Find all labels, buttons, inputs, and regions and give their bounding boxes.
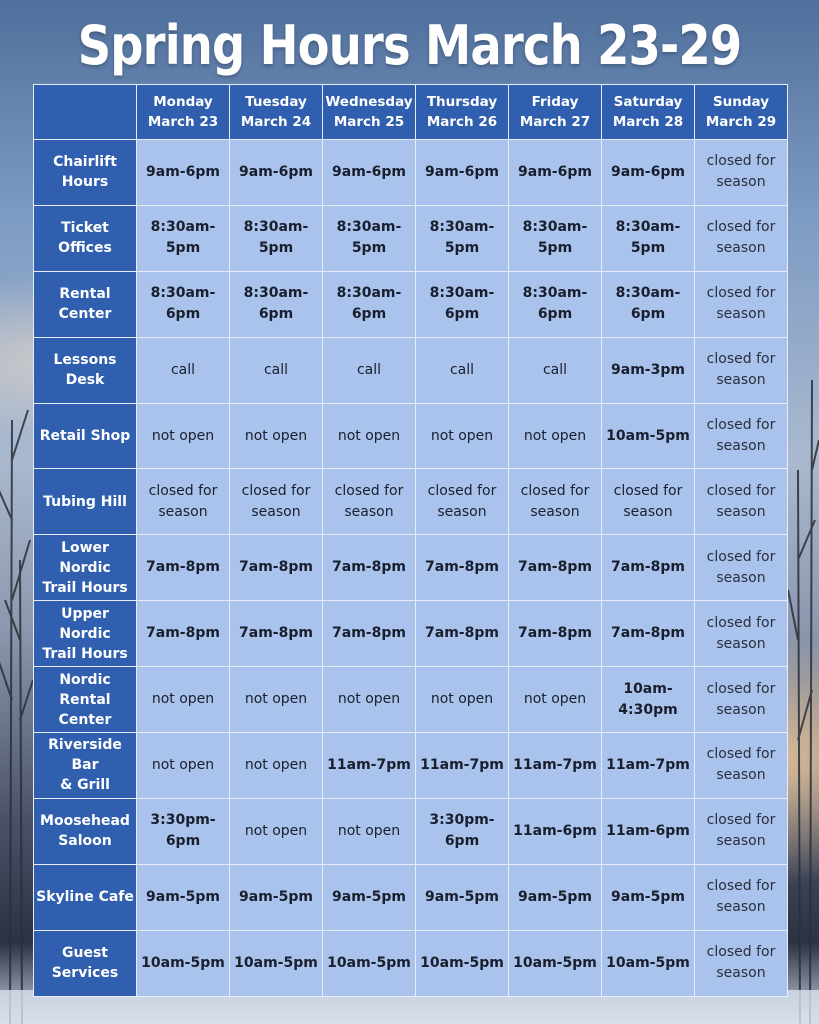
day-header-friday bbox=[509, 85, 602, 140]
hours-value: not open bbox=[151, 691, 215, 708]
hours-value: closed for season bbox=[706, 285, 776, 323]
hours-cell bbox=[137, 733, 230, 799]
hours-cell bbox=[695, 140, 788, 206]
hours-value: not open bbox=[430, 427, 494, 444]
hours-value: 8:30am- 6pm bbox=[243, 285, 309, 323]
hours-cell bbox=[137, 930, 230, 996]
hours-cell bbox=[137, 798, 230, 864]
hours-value: 9am-3pm bbox=[611, 361, 685, 378]
table-row bbox=[34, 535, 788, 601]
hours-cell bbox=[509, 930, 602, 996]
hours-value: 9am-6pm bbox=[518, 163, 592, 180]
hours-value: call bbox=[263, 361, 289, 378]
row-label bbox=[34, 667, 137, 733]
hours-cell bbox=[602, 337, 695, 403]
hours-value: not open bbox=[244, 756, 308, 773]
row-label bbox=[34, 733, 137, 799]
hours-value: 9am-6pm bbox=[425, 163, 499, 180]
hours-value: call bbox=[449, 361, 475, 378]
hours-value: 9am-5pm bbox=[518, 888, 592, 905]
hours-cell bbox=[230, 140, 323, 206]
hours-cell bbox=[509, 140, 602, 206]
hours-value: closed for season bbox=[706, 351, 776, 389]
hours-value: not open bbox=[337, 691, 401, 708]
day-name: Sunday bbox=[712, 94, 770, 110]
day-name: Friday bbox=[531, 94, 579, 110]
hours-value: closed for season bbox=[706, 548, 776, 586]
hours-value: 10am-5pm bbox=[513, 954, 597, 971]
hours-cell bbox=[416, 798, 509, 864]
table-row bbox=[34, 798, 788, 864]
hours-value: not open bbox=[151, 427, 215, 444]
hours-value: closed for season bbox=[706, 219, 776, 257]
hours-value: closed for season bbox=[520, 482, 590, 520]
row-label bbox=[34, 140, 137, 206]
hours-value: not open bbox=[523, 691, 587, 708]
table-row bbox=[34, 930, 788, 996]
hours-cell bbox=[323, 535, 416, 601]
hours-cell bbox=[695, 930, 788, 996]
hours-value: 8:30am- 5pm bbox=[336, 219, 402, 257]
hours-cell bbox=[137, 205, 230, 271]
hours-cell bbox=[509, 733, 602, 799]
hours-value: 10am-5pm bbox=[141, 954, 225, 971]
hours-cell bbox=[137, 469, 230, 535]
hours-value: not open bbox=[151, 756, 215, 773]
hours-cell bbox=[416, 667, 509, 733]
hours-value: 7am-8pm bbox=[518, 559, 592, 576]
hours-cell bbox=[323, 930, 416, 996]
day-name: Wednesday bbox=[325, 94, 413, 110]
hours-cell bbox=[137, 601, 230, 667]
hours-value: 8:30am- 5pm bbox=[150, 219, 216, 257]
hours-cell bbox=[137, 535, 230, 601]
hours-value: 8:30am- 5pm bbox=[522, 219, 588, 257]
hours-value: closed for season bbox=[613, 482, 683, 520]
hours-value: not open bbox=[430, 691, 494, 708]
hours-cell bbox=[323, 271, 416, 337]
hours-value: 7am-8pm bbox=[239, 559, 313, 576]
hours-cell bbox=[416, 337, 509, 403]
hours-cell bbox=[695, 733, 788, 799]
row-label-text: Moosehead Saloon bbox=[40, 813, 130, 850]
hours-cell bbox=[323, 667, 416, 733]
day-name: Thursday bbox=[426, 94, 498, 110]
hours-value: not open bbox=[244, 691, 308, 708]
hours-cell bbox=[416, 864, 509, 930]
hours-cell bbox=[323, 403, 416, 469]
hours-cell bbox=[695, 535, 788, 601]
hours-value: 11am-6pm bbox=[606, 822, 690, 839]
hours-value: 7am-8pm bbox=[518, 625, 592, 642]
hours-cell bbox=[416, 601, 509, 667]
hours-cell bbox=[230, 271, 323, 337]
hours-value: closed for season bbox=[241, 482, 311, 520]
table-row bbox=[34, 667, 788, 733]
hours-cell bbox=[230, 337, 323, 403]
hours-value: closed for season bbox=[706, 680, 776, 718]
corner-cell bbox=[34, 85, 137, 140]
header-row bbox=[34, 85, 788, 140]
day-name: Saturday bbox=[613, 94, 683, 110]
hours-value: 11am-7pm bbox=[420, 756, 504, 773]
hours-cell bbox=[323, 140, 416, 206]
hours-cell bbox=[137, 403, 230, 469]
row-label-text: Skyline Cafe bbox=[36, 889, 134, 906]
row-label-text: Nordic Rental Center bbox=[58, 671, 112, 728]
hours-value: 10am- 4:30pm bbox=[618, 680, 678, 718]
hours-value: 8:30am- 6pm bbox=[522, 285, 588, 323]
hours-value: 9am-5pm bbox=[239, 888, 313, 905]
hours-value: 7am-8pm bbox=[146, 559, 220, 576]
day-date: March 28 bbox=[612, 114, 684, 130]
hours-value: closed for season bbox=[706, 153, 776, 191]
hours-cell bbox=[137, 140, 230, 206]
hours-cell bbox=[695, 667, 788, 733]
table-row bbox=[34, 601, 788, 667]
day-name: Tuesday bbox=[245, 94, 307, 110]
hours-cell bbox=[509, 535, 602, 601]
hours-cell bbox=[509, 667, 602, 733]
hours-value: 9am-6pm bbox=[611, 163, 685, 180]
hours-cell bbox=[416, 140, 509, 206]
hours-value: 10am-5pm bbox=[327, 954, 411, 971]
hours-cell bbox=[230, 205, 323, 271]
hours-value: 3:30pm- 6pm bbox=[429, 812, 495, 850]
hours-value: not open bbox=[244, 427, 308, 444]
table-row bbox=[34, 205, 788, 271]
hours-cell bbox=[230, 403, 323, 469]
hours-value: 10am-5pm bbox=[234, 954, 318, 971]
hours-cell bbox=[602, 469, 695, 535]
hours-cell bbox=[695, 798, 788, 864]
hours-cell bbox=[416, 271, 509, 337]
row-label-text: Ticket Offices bbox=[58, 220, 112, 257]
hours-cell bbox=[602, 798, 695, 864]
hours-cell bbox=[323, 601, 416, 667]
hours-value: 10am-5pm bbox=[420, 954, 504, 971]
hours-cell bbox=[695, 403, 788, 469]
row-label-text: Retail Shop bbox=[39, 428, 131, 444]
day-header-thursday bbox=[416, 85, 509, 140]
hours-cell bbox=[416, 205, 509, 271]
hours-value: 8:30am- 6pm bbox=[615, 285, 681, 323]
table-row bbox=[34, 864, 788, 930]
table-row bbox=[34, 271, 788, 337]
hours-cell bbox=[695, 337, 788, 403]
row-label bbox=[34, 601, 137, 667]
hours-value: not open bbox=[337, 822, 401, 839]
hours-value: 11am-6pm bbox=[513, 822, 597, 839]
day-date: March 23 bbox=[147, 114, 219, 130]
row-label bbox=[34, 469, 137, 535]
hours-cell bbox=[509, 798, 602, 864]
row-label-text: Rental Center bbox=[58, 286, 112, 323]
page-title: Spring Hours March 23-29 bbox=[77, 14, 742, 77]
row-label bbox=[34, 403, 137, 469]
hours-value: closed for season bbox=[706, 812, 776, 850]
hours-value: 7am-8pm bbox=[611, 559, 685, 576]
row-label bbox=[34, 271, 137, 337]
day-date: March 26 bbox=[426, 114, 498, 130]
hours-cell bbox=[323, 205, 416, 271]
day-name: Monday bbox=[153, 94, 213, 110]
hours-cell bbox=[509, 337, 602, 403]
hours-value: 8:30am- 6pm bbox=[150, 285, 216, 323]
hours-cell bbox=[602, 403, 695, 469]
hours-value: 10am-5pm bbox=[606, 427, 690, 444]
hours-cell bbox=[323, 469, 416, 535]
hours-cell bbox=[230, 469, 323, 535]
table-row bbox=[34, 337, 788, 403]
row-label-text: Chairlift Hours bbox=[53, 154, 117, 191]
hours-cell bbox=[695, 864, 788, 930]
hours-value: 9am-5pm bbox=[332, 888, 406, 905]
hours-value: 9am-6pm bbox=[332, 163, 406, 180]
hours-cell bbox=[509, 469, 602, 535]
row-label-text: Riverside Bar & Grill bbox=[48, 737, 122, 794]
hours-value: closed for season bbox=[706, 482, 776, 520]
hours-value: 10am-5pm bbox=[606, 954, 690, 971]
hours-value: 7am-8pm bbox=[146, 625, 220, 642]
hours-cell bbox=[509, 205, 602, 271]
hours-cell bbox=[230, 733, 323, 799]
row-label-text: Guest Services bbox=[51, 945, 119, 982]
hours-cell bbox=[602, 864, 695, 930]
hours-value: 9am-6pm bbox=[239, 163, 313, 180]
hours-cell bbox=[323, 733, 416, 799]
hours-value: 11am-7pm bbox=[513, 756, 597, 773]
hours-cell bbox=[602, 667, 695, 733]
hours-cell bbox=[416, 469, 509, 535]
hours-cell bbox=[230, 601, 323, 667]
hours-value: 9am-5pm bbox=[425, 888, 499, 905]
row-label bbox=[34, 535, 137, 601]
hours-cell bbox=[695, 601, 788, 667]
hours-cell bbox=[602, 930, 695, 996]
table-row bbox=[34, 403, 788, 469]
row-label-text: Lower Nordic Trail Hours bbox=[42, 539, 128, 596]
day-header-monday bbox=[137, 85, 230, 140]
hours-cell bbox=[509, 403, 602, 469]
hours-cell bbox=[602, 205, 695, 271]
hours-value: 7am-8pm bbox=[332, 625, 406, 642]
hours-value: 7am-8pm bbox=[425, 625, 499, 642]
hours-cell bbox=[416, 930, 509, 996]
hours-table bbox=[33, 84, 788, 997]
hours-cell bbox=[137, 864, 230, 930]
hours-value: 8:30am- 6pm bbox=[429, 285, 495, 323]
hours-cell bbox=[137, 667, 230, 733]
row-label bbox=[34, 337, 137, 403]
day-header-tuesday bbox=[230, 85, 323, 140]
row-label bbox=[34, 930, 137, 996]
row-label bbox=[34, 864, 137, 930]
hours-cell bbox=[230, 930, 323, 996]
hours-cell bbox=[695, 271, 788, 337]
hours-cell bbox=[602, 601, 695, 667]
hours-cell bbox=[602, 535, 695, 601]
hours-cell bbox=[416, 733, 509, 799]
hours-value: closed for season bbox=[706, 614, 776, 652]
hours-value: 8:30am- 6pm bbox=[336, 285, 402, 323]
hours-cell bbox=[416, 535, 509, 601]
hours-value: call bbox=[356, 361, 382, 378]
day-date: March 24 bbox=[240, 114, 312, 130]
hours-cell bbox=[323, 864, 416, 930]
hours-cell bbox=[230, 798, 323, 864]
day-date: March 27 bbox=[519, 114, 591, 130]
row-label-text: Tubing Hill bbox=[43, 493, 127, 510]
hours-value: not open bbox=[244, 822, 308, 839]
hours-value: 11am-7pm bbox=[327, 756, 411, 773]
hours-cell bbox=[137, 271, 230, 337]
hours-cell bbox=[416, 403, 509, 469]
hours-value: 8:30am- 5pm bbox=[429, 219, 495, 257]
hours-cell bbox=[602, 271, 695, 337]
day-date: March 29 bbox=[705, 114, 777, 130]
hours-value: not open bbox=[523, 427, 587, 444]
hours-cell bbox=[509, 864, 602, 930]
hours-cell bbox=[230, 667, 323, 733]
hours-value: 7am-8pm bbox=[239, 625, 313, 642]
hours-cell bbox=[323, 337, 416, 403]
row-label-text: Upper Nordic Trail Hours bbox=[42, 605, 128, 662]
hours-value: 7am-8pm bbox=[332, 559, 406, 576]
table-row bbox=[34, 140, 788, 206]
hours-value: 9am-5pm bbox=[611, 888, 685, 905]
hours-value: 8:30am- 5pm bbox=[243, 219, 309, 257]
hours-value: 7am-8pm bbox=[425, 559, 499, 576]
hours-cell bbox=[323, 798, 416, 864]
hours-value: closed for season bbox=[706, 746, 776, 784]
hours-value: 8:30am- 5pm bbox=[615, 219, 681, 257]
hours-value: closed for season bbox=[706, 417, 776, 454]
hours-cell bbox=[695, 469, 788, 535]
hours-cell bbox=[230, 864, 323, 930]
row-label bbox=[34, 205, 137, 271]
hours-cell bbox=[602, 733, 695, 799]
row-label-text: Lessons Desk bbox=[53, 352, 117, 389]
table-row bbox=[34, 733, 788, 799]
hours-value: closed for season bbox=[427, 482, 497, 520]
hours-value: 9am-5pm bbox=[146, 888, 220, 905]
table-body bbox=[34, 140, 788, 997]
hours-cell bbox=[137, 337, 230, 403]
hours-value: not open bbox=[337, 427, 401, 444]
hours-value: call bbox=[542, 361, 568, 378]
hours-value: closed for season bbox=[706, 878, 776, 916]
hours-value: 9am-6pm bbox=[146, 163, 220, 180]
day-date: March 25 bbox=[333, 114, 405, 130]
table-row bbox=[34, 469, 788, 535]
hours-cell bbox=[695, 205, 788, 271]
hours-value: call bbox=[170, 361, 196, 378]
day-header-saturday bbox=[602, 85, 695, 140]
day-header-wednesday bbox=[323, 85, 416, 140]
day-header-sunday bbox=[695, 85, 788, 140]
row-label bbox=[34, 798, 137, 864]
hours-value: 3:30pm- 6pm bbox=[150, 812, 216, 850]
hours-value: closed for season bbox=[334, 482, 404, 520]
hours-value: closed for season bbox=[148, 482, 218, 520]
hours-cell bbox=[509, 271, 602, 337]
hours-cell bbox=[509, 601, 602, 667]
hours-value: 11am-7pm bbox=[606, 756, 690, 773]
hours-cell bbox=[230, 535, 323, 601]
hours-value: closed for season bbox=[706, 944, 776, 982]
hours-cell bbox=[602, 140, 695, 206]
hours-value: 7am-8pm bbox=[611, 625, 685, 642]
